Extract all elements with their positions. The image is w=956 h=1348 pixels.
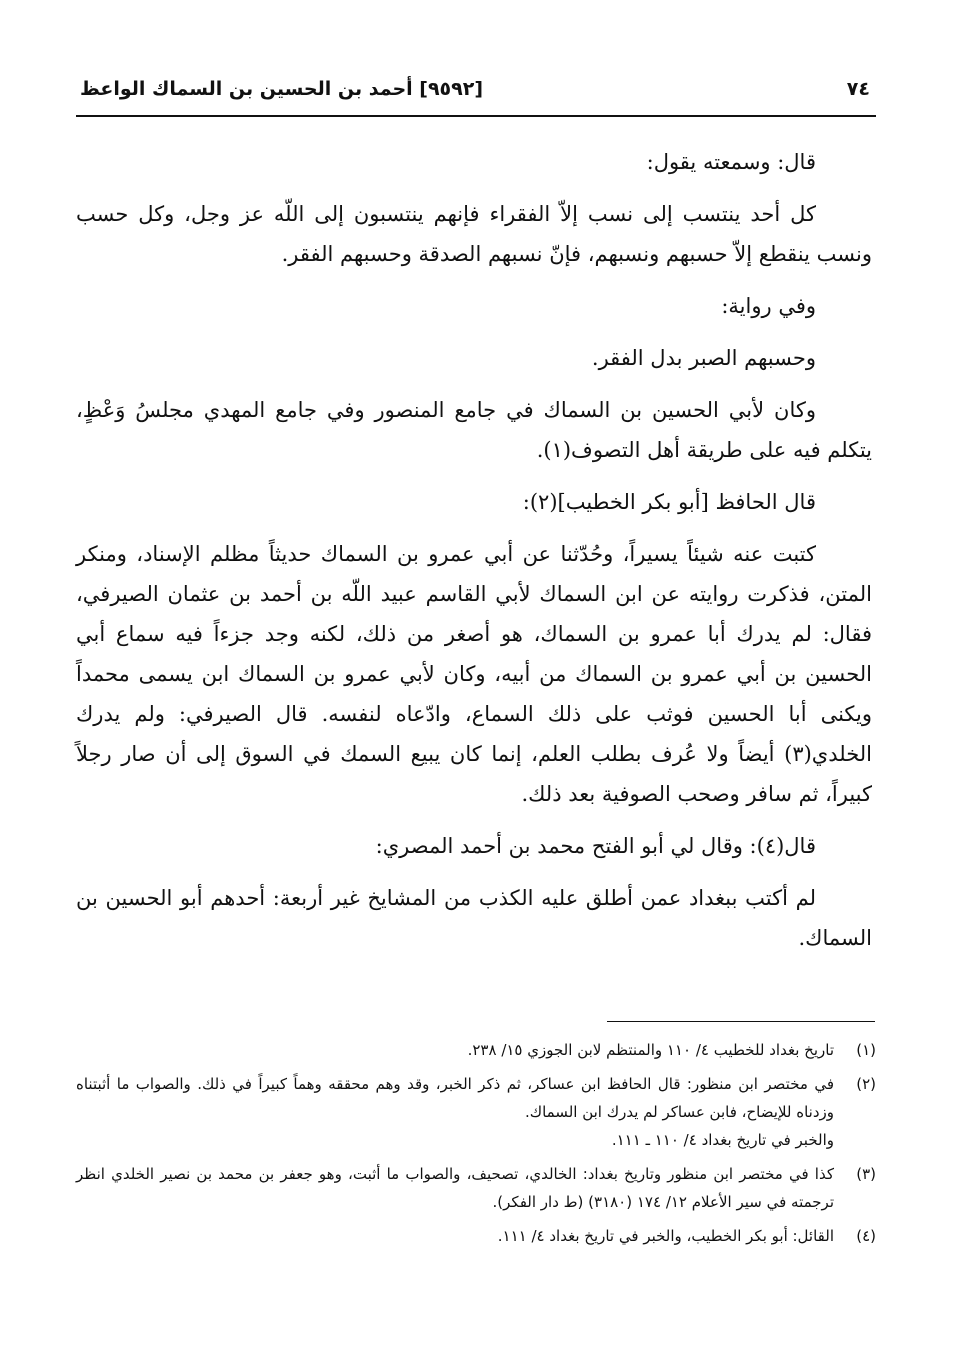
footnotes: [76, 1036, 876, 1256]
footnote: [76, 1070, 876, 1154]
footnote-text: في مختصر ابن منظور: قال الحافظ ابن عساكر، ثم ذكر الخبر، وقد وهم محققه وهماً كبيراً في ذلك. والصواب ما أثبتناه وزدناه للإيضاح، فابن عساكر لم يدرك ابن السماك.: [76, 1075, 834, 1121]
footnote-text: والخبر في تاريخ بغداد ٤/ ١١٠ ـ ١١١.: [611, 1131, 834, 1149]
paragraph: وحسبهم الصبر بدل الفقر.: [591, 346, 816, 370]
main-text: [76, 142, 872, 970]
paragraph: قال(٤): وقال لي أبو الفتح محمد بن أحمد المصري:: [375, 834, 816, 858]
footnote-separator: [607, 1021, 875, 1022]
running-header: [76, 78, 876, 108]
paragraph: وفي رواية:: [721, 294, 816, 318]
running-title: [٩٥٩٢] أحمد بن الحسين بن السماك الواعظ: [80, 78, 484, 100]
footnote-mark: (١): [856, 1041, 876, 1059]
page-number: ٧٤: [846, 78, 870, 100]
footnote: [76, 1160, 876, 1216]
header-rule: [76, 115, 876, 117]
paragraph: قال: وسمعته يقول:: [646, 150, 816, 174]
footnote-mark: (٢): [856, 1075, 876, 1093]
paragraph: كتبت عنه شيئاً يسيراً، وحُدّثنا عن أبي عمرو بن السماك حديثاً مظلم الإسناد، ومنكر المتن، فذكرت روايته عن ابن السماك لأبي القاسم عبيد اللّه بن أحمد بن عثمان الصيرفي، فقال: لم يدرك أبا عمرو بن السماك، هو أصغر من ذلك، لكنه وجد جزءاً فيه سماع أبي الحسين بن أبي عمرو بن السماك من أبيه، وكان لأبي عمرو بن السماك ابن يسمى محمداً ويكنى أبا الحسين فوثب على ذلك السماع، وادّعاه لنفسه. قال الصيرفي: ولم يدرك الخلدي(٣) أيضاً ولا عُرف بطلب العلم، إنما كان يبيع السمك في السوق إلى أن صار رجلاً كبيراً، ثم سافر وصحب الصوفية بعد ذلك.: [76, 542, 872, 806]
paragraph: قال الحافظ [أبو بكر الخطيب](٢):: [522, 490, 816, 514]
footnote: [76, 1222, 876, 1250]
footnote-mark: (٣): [856, 1165, 876, 1183]
paragraph: لم أكتب ببغداد عمن أطلق عليه الكذب من المشايخ غير أربعة: أحدهم أبو الحسين بن السماك.: [76, 886, 872, 950]
paragraph: كل أحد ينتسب إلى نسب إلاّ الفقراء فإنهم ينتسبون إلى اللّه عز وجل، وكل حسب ونسب ينقطع إلاّ حسبهم ونسبهم، فإنّ نسبهم الصدقة وحسبهم الفقر.: [76, 202, 872, 266]
footnote-text: تاريخ بغداد للخطيب ٤/ ١١٠ والمنتظم لابن الجوزي ١٥/ ٢٣٨.: [467, 1041, 834, 1059]
footnote: [76, 1036, 876, 1064]
footnote-text: القائل: أبو بكر الخطيب، والخبر في تاريخ بغداد ٤/ ١١١.: [497, 1227, 834, 1245]
paragraph: وكان لأبي الحسين بن السماك في جامع المنصور وفي جامع المهدي مجلسُ وَعْظٍ، يتكلم فيه على طريقة أهل التصوف(١).: [76, 398, 872, 462]
footnote-mark: (٤): [856, 1227, 876, 1245]
footnote-text: كذا في مختصر ابن منظور وتاريخ بغداد: الخالدي، تصحيف، والصواب ما أثبت، وهو جعفر بن محمد بن نصير الخلدي انظر ترجمته في سير الأعلام ١٢/ ١٧٤ (٣١٨٠) (ط دار الفكر).: [76, 1165, 834, 1211]
